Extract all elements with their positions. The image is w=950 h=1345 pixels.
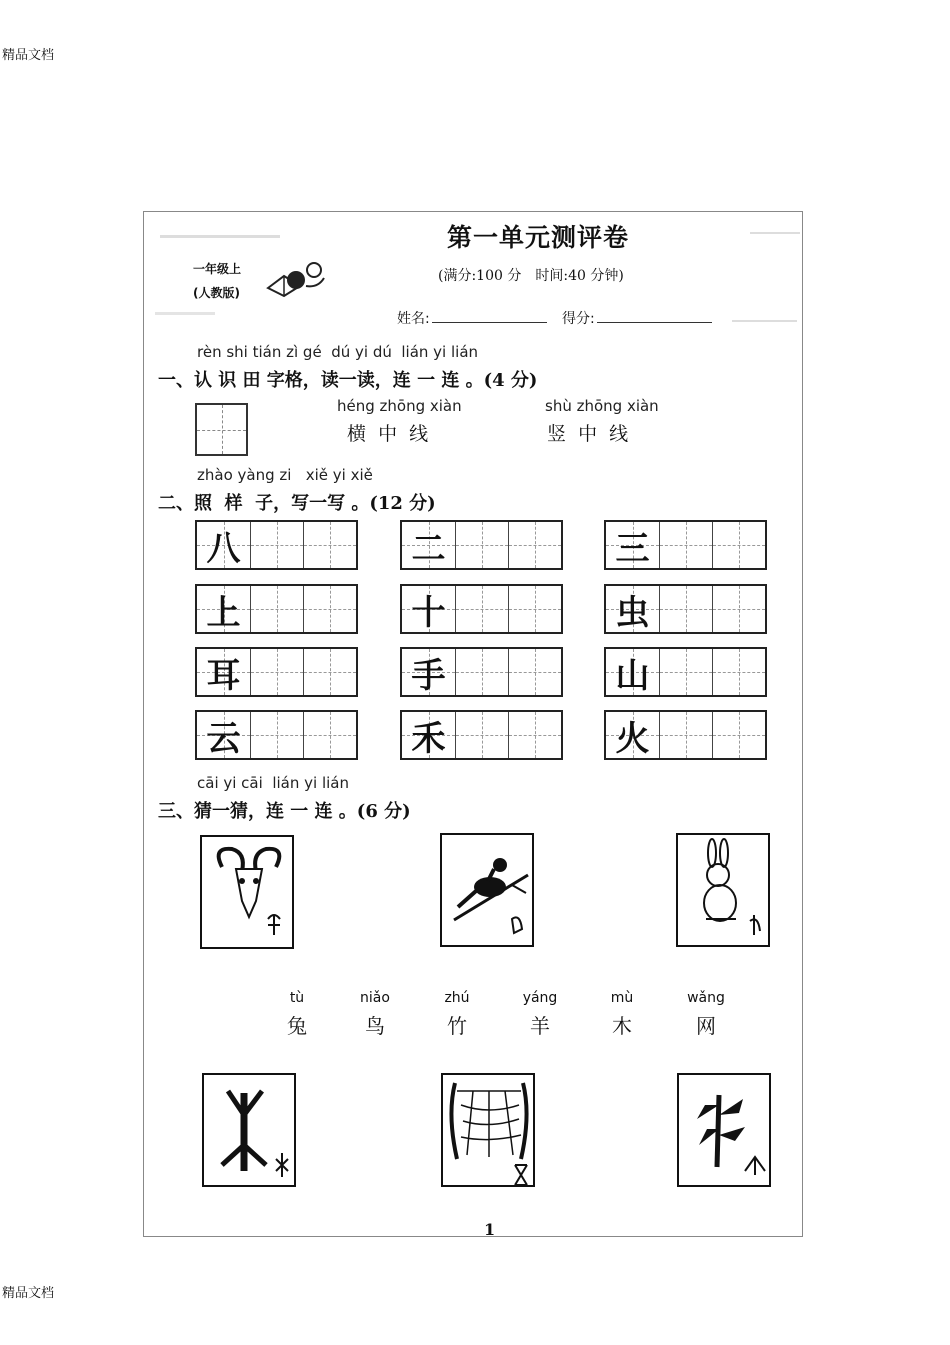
sample-char-cell (197, 649, 250, 695)
sample-char: 八 (206, 528, 241, 569)
grade-label: 一年级上 (193, 262, 242, 276)
writing-grid (604, 647, 767, 697)
q1-option2[interactable]: 竖 中 线 (547, 423, 629, 445)
answer-pinyin: zhú (444, 990, 470, 1006)
q1-option2-pinyin: shù zhōng xiàn (545, 397, 659, 415)
tree-icon (204, 1075, 298, 1189)
writing-grid (195, 710, 358, 760)
watermark-top: 精品文档 (2, 48, 55, 63)
q1-title: 一、认 识 田 字格，读一读，连 一 连 。(4 分) (158, 370, 538, 391)
sample-char: 手 (411, 655, 446, 696)
writing-cell[interactable] (250, 522, 303, 568)
bird-icon (442, 835, 536, 949)
writing-grid (400, 647, 563, 697)
page-number: 1 (484, 1220, 496, 1239)
page-title: 第一单元测评卷 (447, 223, 630, 252)
writing-cell[interactable] (455, 586, 508, 632)
q3-title: 三、猜一猜，连 一 连 。(6 分) (158, 801, 411, 822)
writing-grid (195, 647, 358, 697)
writing-cell[interactable] (508, 649, 561, 695)
sample-char: 十 (411, 592, 446, 633)
sample-char: 上 (206, 592, 241, 633)
scan-noise (160, 235, 280, 238)
sample-char: 三 (615, 528, 650, 569)
writing-cell[interactable] (303, 522, 356, 568)
student-reading-icon (262, 258, 332, 300)
tree-card[interactable] (202, 1073, 296, 1187)
name-label: 姓名: (397, 311, 430, 327)
writing-cell[interactable] (303, 649, 356, 695)
writing-cell[interactable] (455, 649, 508, 695)
writing-cell[interactable] (712, 649, 765, 695)
watermark-bottom: 精品文档 (2, 1286, 55, 1301)
answer-pinyin: wǎng (687, 990, 725, 1006)
bamboo-card[interactable] (677, 1073, 771, 1187)
q3-pinyin: cāi yi cāi lián yi lián (197, 774, 349, 792)
writing-grid (400, 520, 563, 570)
writing-cell[interactable] (712, 712, 765, 758)
edition-label: (人教版) (193, 286, 240, 300)
answer-pinyin: mù (610, 990, 634, 1006)
net-card[interactable] (441, 1073, 535, 1187)
sample-char-cell (606, 712, 659, 758)
q1-option1-pinyin: héng zhōng xiàn (337, 397, 462, 415)
net-icon (443, 1075, 537, 1189)
writing-grid (195, 520, 358, 570)
answer-word[interactable]: 羊 (530, 1014, 550, 1038)
name-field[interactable] (432, 322, 547, 323)
sample-char: 虫 (615, 592, 650, 633)
rabbit-icon (678, 835, 772, 949)
answer-pinyin: tù (289, 990, 305, 1006)
scan-noise (732, 320, 797, 322)
writing-grid (400, 584, 563, 634)
writing-cell[interactable] (508, 712, 561, 758)
sample-char-cell (606, 586, 659, 632)
writing-cell[interactable] (508, 586, 561, 632)
q1-option1[interactable]: 横 中 线 (347, 423, 429, 445)
writing-cell[interactable] (508, 522, 561, 568)
sample-char-cell (197, 522, 250, 568)
answer-word[interactable]: 兔 (287, 1014, 307, 1038)
sample-char-cell (197, 712, 250, 758)
writing-grid (195, 584, 358, 634)
answer-pinyin: yáng (522, 990, 558, 1006)
exam-meta: (满分:100 分 时间:40 分钟) (438, 268, 624, 284)
writing-cell[interactable] (455, 712, 508, 758)
q2-title: 二、照 样 子，写一写 。(12 分) (158, 493, 436, 514)
ram-icon (202, 837, 296, 951)
writing-cell[interactable] (659, 649, 712, 695)
writing-cell[interactable] (303, 712, 356, 758)
writing-cell[interactable] (250, 649, 303, 695)
answer-word[interactable]: 鸟 (365, 1014, 385, 1038)
sample-char-cell (402, 712, 455, 758)
writing-cell[interactable] (659, 522, 712, 568)
q1-pinyin: rèn shi tián zì gé dú yi dú lián yi lián (197, 343, 479, 361)
sample-char: 禾 (411, 718, 446, 759)
sample-char-cell (402, 522, 455, 568)
sample-char: 耳 (206, 655, 241, 696)
sample-char: 山 (615, 655, 650, 696)
sample-char-cell (197, 586, 250, 632)
sample-char-cell (402, 586, 455, 632)
scan-noise (155, 312, 215, 315)
rabbit-card[interactable] (676, 833, 770, 947)
q2-pinyin: zhào yàng zi xiě yi xiě (197, 466, 373, 484)
answer-word[interactable]: 竹 (447, 1014, 467, 1038)
score-field[interactable] (597, 322, 712, 323)
sample-char-cell (606, 522, 659, 568)
writing-grid (604, 584, 767, 634)
writing-cell[interactable] (712, 522, 765, 568)
sample-char: 云 (206, 718, 241, 759)
writing-cell[interactable] (250, 586, 303, 632)
writing-cell[interactable] (712, 586, 765, 632)
answer-word[interactable]: 木 (612, 1014, 632, 1038)
writing-grid (604, 710, 767, 760)
writing-cell[interactable] (303, 586, 356, 632)
scan-noise (750, 232, 800, 234)
sample-char: 二 (411, 528, 446, 569)
bird-card[interactable] (440, 833, 534, 947)
sample-char-cell (402, 649, 455, 695)
tianzige-sample (195, 403, 248, 456)
writing-cell[interactable] (455, 522, 508, 568)
writing-cell[interactable] (250, 712, 303, 758)
bamboo-icon (679, 1075, 773, 1189)
writing-cell[interactable] (659, 586, 712, 632)
writing-grid (604, 520, 767, 570)
sample-char: 火 (615, 718, 650, 759)
answer-pinyin: niǎo (360, 990, 390, 1006)
writing-cell[interactable] (659, 712, 712, 758)
ram-card[interactable] (200, 835, 294, 949)
writing-grid (400, 710, 563, 760)
score-label: 得分: (562, 311, 595, 327)
answer-word[interactable]: 网 (696, 1014, 716, 1038)
sample-char-cell (606, 649, 659, 695)
